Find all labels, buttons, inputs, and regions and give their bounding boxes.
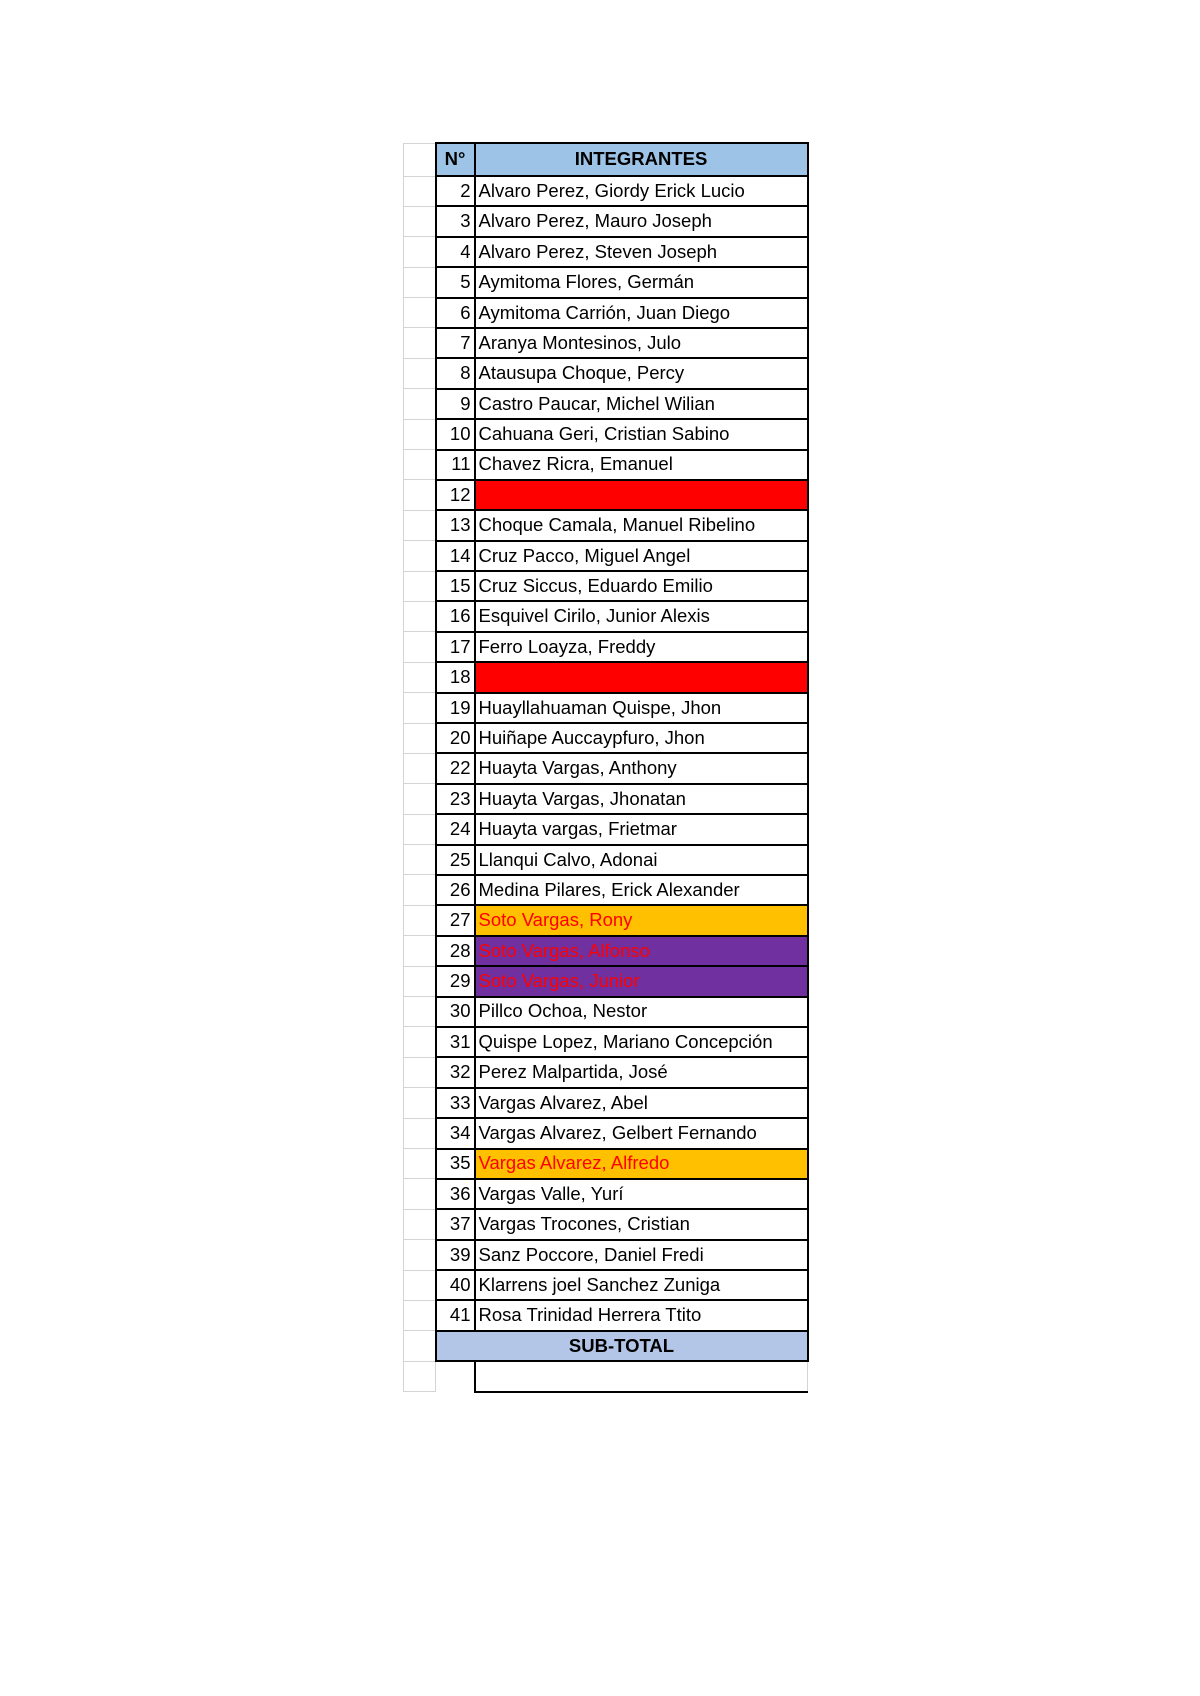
member-number-cell[interactable]: 40 xyxy=(436,1270,475,1300)
table-row xyxy=(404,1240,808,1270)
table-row xyxy=(404,450,808,480)
member-name-cell[interactable]: Soto Vargas, Rony xyxy=(475,905,808,935)
members-table xyxy=(403,142,809,1393)
member-name-cell[interactable]: Vargas Alvarez, Alfredo xyxy=(475,1149,808,1179)
member-number-cell[interactable]: 11 xyxy=(436,450,475,480)
member-name-cell[interactable]: Cahuana Geri, Cristian Sabino xyxy=(475,419,808,449)
empty-cell[interactable] xyxy=(404,1361,436,1391)
member-name-cell[interactable]: Alvaro Perez, Steven Joseph xyxy=(475,237,808,267)
subtotal-label[interactable]: SUB-TOTAL xyxy=(436,1331,808,1361)
table-row xyxy=(404,1179,808,1209)
blank-cell[interactable] xyxy=(404,845,436,875)
member-number-cell[interactable]: 33 xyxy=(436,1088,475,1118)
member-name-cell[interactable]: Esquivel Cirilo, Junior Alexis xyxy=(475,601,808,631)
member-name-cell[interactable]: Klarrens joel Sanchez Zuniga xyxy=(475,1270,808,1300)
header-number[interactable]: N° xyxy=(436,143,475,176)
member-number-cell[interactable]: 20 xyxy=(436,723,475,753)
blank-cell[interactable] xyxy=(404,1149,436,1179)
blank-cell[interactable] xyxy=(404,450,436,480)
member-name-cell[interactable]: Vargas Alvarez, Abel xyxy=(475,1088,808,1118)
blank-cell[interactable] xyxy=(404,1209,436,1239)
blank-cell[interactable] xyxy=(404,753,436,783)
blank-cell[interactable] xyxy=(404,206,436,236)
spreadsheet xyxy=(403,142,807,1393)
blank-cell[interactable] xyxy=(404,237,436,267)
member-number-cell[interactable]: 4 xyxy=(436,237,475,267)
table-row xyxy=(404,845,808,875)
member-name-cell[interactable]: Huayta Vargas, Anthony xyxy=(475,753,808,783)
blank-cell[interactable] xyxy=(404,1240,436,1270)
member-number-cell[interactable]: 17 xyxy=(436,632,475,662)
member-number-cell[interactable]: 39 xyxy=(436,1240,475,1270)
blank-cell[interactable] xyxy=(404,1057,436,1087)
blank-cell[interactable] xyxy=(404,997,436,1027)
table-row xyxy=(404,389,808,419)
table-row xyxy=(404,267,808,297)
table-row xyxy=(404,632,808,662)
table-row xyxy=(404,176,808,206)
member-number-cell[interactable]: 37 xyxy=(436,1209,475,1239)
table-row xyxy=(404,875,808,905)
member-name-cell[interactable]: Pillco Ochoa, Nestor xyxy=(475,997,808,1027)
member-number-cell[interactable]: 32 xyxy=(436,1057,475,1087)
blank-cell[interactable] xyxy=(404,601,436,631)
blank-cell[interactable] xyxy=(404,389,436,419)
member-name-cell[interactable]: Huayta Vargas, Jhonatan xyxy=(475,784,808,814)
blank-cell[interactable] xyxy=(404,298,436,328)
member-name-cell[interactable]: Rosa Trinidad Herrera Ttito xyxy=(475,1300,808,1330)
blank-cell[interactable] xyxy=(404,510,436,540)
table-row xyxy=(404,1149,808,1179)
table-row xyxy=(404,298,808,328)
blank-cell[interactable] xyxy=(404,1088,436,1118)
member-number-cell[interactable]: 15 xyxy=(436,571,475,601)
header-row xyxy=(404,143,808,176)
member-number-cell[interactable]: 36 xyxy=(436,1179,475,1209)
member-number-cell[interactable]: 14 xyxy=(436,541,475,571)
members-table-body xyxy=(404,143,808,1392)
member-number-cell[interactable]: 41 xyxy=(436,1300,475,1330)
member-number-cell[interactable]: 29 xyxy=(436,966,475,996)
table-row xyxy=(404,1270,808,1300)
member-name-cell[interactable]: Huiñape Auccaypfuro, Jhon xyxy=(475,723,808,753)
member-number-cell[interactable]: 10 xyxy=(436,419,475,449)
member-name-cell[interactable]: Soto Vargas, Alfonso xyxy=(475,936,808,966)
member-name-cell[interactable]: Atausupa Choque, Percy xyxy=(475,358,808,388)
member-number-cell[interactable]: 19 xyxy=(436,693,475,723)
table-row xyxy=(404,966,808,996)
blank-cell[interactable] xyxy=(404,358,436,388)
blank-cell[interactable] xyxy=(404,632,436,662)
subtotal-row xyxy=(404,1331,808,1361)
member-number-cell[interactable]: 24 xyxy=(436,814,475,844)
blank-cell[interactable] xyxy=(404,875,436,905)
table-row xyxy=(404,601,808,631)
blank-cell[interactable] xyxy=(404,143,436,176)
empty-row xyxy=(404,1361,808,1391)
table-row xyxy=(404,328,808,358)
table-row xyxy=(404,237,808,267)
blank-cell[interactable] xyxy=(404,541,436,571)
member-number-cell[interactable]: 9 xyxy=(436,389,475,419)
member-number-cell[interactable]: 27 xyxy=(436,905,475,935)
table-row xyxy=(404,1300,808,1330)
member-number-cell[interactable]: 13 xyxy=(436,510,475,540)
member-number-cell[interactable]: 31 xyxy=(436,1027,475,1057)
table-row xyxy=(404,1118,808,1148)
member-name-cell[interactable]: Quispe Lopez, Mariano Concepción xyxy=(475,1027,808,1057)
table-row xyxy=(404,662,808,692)
member-name-cell[interactable]: Ferro Loayza, Freddy xyxy=(475,632,808,662)
blank-cell[interactable] xyxy=(404,1270,436,1300)
empty-cell[interactable] xyxy=(436,1361,475,1391)
member-number-cell[interactable]: 2 xyxy=(436,176,475,206)
member-number-cell[interactable]: 3 xyxy=(436,206,475,236)
table-row xyxy=(404,693,808,723)
member-name-cell[interactable]: Vargas Trocones, Cristian xyxy=(475,1209,808,1239)
table-row xyxy=(404,814,808,844)
table-row xyxy=(404,358,808,388)
member-name-cell[interactable]: Cruz Siccus, Eduardo Emilio xyxy=(475,571,808,601)
table-row xyxy=(404,419,808,449)
member-name-cell[interactable]: Huayta vargas, Frietmar xyxy=(475,814,808,844)
member-number-cell[interactable]: 5 xyxy=(436,267,475,297)
blank-cell[interactable] xyxy=(404,693,436,723)
blank-cell[interactable] xyxy=(404,814,436,844)
blank-cell[interactable] xyxy=(404,480,436,510)
member-name-cell[interactable]: Sanz Poccore, Daniel Fredi xyxy=(475,1240,808,1270)
table-row xyxy=(404,480,808,510)
member-number-cell[interactable]: 25 xyxy=(436,845,475,875)
member-number-cell[interactable]: 18 xyxy=(436,662,475,692)
member-name-cell[interactable]: Alvaro Perez, Giordy Erick Lucio xyxy=(475,176,808,206)
table-row xyxy=(404,723,808,753)
empty-cell[interactable] xyxy=(475,1361,808,1391)
member-name-cell[interactable]: Chuctalla Antitupa, Elisban xyxy=(475,480,808,510)
member-number-cell[interactable]: 6 xyxy=(436,298,475,328)
member-name-cell[interactable]: Choque Camala, Manuel Ribelino xyxy=(475,510,808,540)
member-number-cell[interactable]: 26 xyxy=(436,875,475,905)
blank-cell[interactable] xyxy=(404,1179,436,1209)
member-number-cell[interactable]: 8 xyxy=(436,358,475,388)
blank-cell[interactable] xyxy=(404,966,436,996)
blank-cell[interactable] xyxy=(404,936,436,966)
member-name-cell[interactable]: Aymitoma Flores, Germán xyxy=(475,267,808,297)
blank-cell[interactable] xyxy=(404,905,436,935)
blank-cell[interactable] xyxy=(404,662,436,692)
member-name-cell[interactable]: Alvaro Perez, Mauro Joseph xyxy=(475,206,808,236)
member-number-cell[interactable]: 30 xyxy=(436,997,475,1027)
table-row xyxy=(404,753,808,783)
member-name-cell[interactable]: Perez Malpartida, José xyxy=(475,1057,808,1087)
blank-cell[interactable] xyxy=(404,1331,436,1361)
blank-cell[interactable] xyxy=(404,571,436,601)
table-row xyxy=(404,1057,808,1087)
table-row xyxy=(404,571,808,601)
member-name-cell[interactable]: Castro Paucar, Michel Wilian xyxy=(475,389,808,419)
blank-cell[interactable] xyxy=(404,1118,436,1148)
blank-cell[interactable] xyxy=(404,1300,436,1330)
member-name-cell[interactable]: Vargas Alvarez, Gelbert Fernando xyxy=(475,1118,808,1148)
member-name-cell[interactable]: Huayllahuaman Quispe, Jhon xyxy=(475,693,808,723)
table-row xyxy=(404,1209,808,1239)
table-row xyxy=(404,936,808,966)
table-row xyxy=(404,510,808,540)
table-row xyxy=(404,1088,808,1118)
blank-cell[interactable] xyxy=(404,784,436,814)
blank-cell[interactable] xyxy=(404,328,436,358)
member-name-cell[interactable]: Grajeda Cañari, Luis Alberto xyxy=(475,662,808,692)
member-number-cell[interactable]: 35 xyxy=(436,1149,475,1179)
member-name-cell[interactable]: Soto Vargas, Junior xyxy=(475,966,808,996)
table-row xyxy=(404,206,808,236)
member-name-cell[interactable]: Medina Pilares, Erick Alexander xyxy=(475,875,808,905)
table-row xyxy=(404,997,808,1027)
table-row xyxy=(404,784,808,814)
table-row xyxy=(404,541,808,571)
member-name-cell[interactable]: Aymitoma Carrión, Juan Diego xyxy=(475,298,808,328)
member-number-cell[interactable]: 16 xyxy=(436,601,475,631)
blank-cell[interactable] xyxy=(404,1027,436,1057)
blank-cell[interactable] xyxy=(404,419,436,449)
member-number-cell[interactable]: 23 xyxy=(436,784,475,814)
member-number-cell[interactable]: 12 xyxy=(436,480,475,510)
blank-cell[interactable] xyxy=(404,267,436,297)
table-row xyxy=(404,905,808,935)
member-number-cell[interactable]: 22 xyxy=(436,753,475,783)
member-name-cell[interactable]: Cruz Pacco, Miguel Angel xyxy=(475,541,808,571)
table-row xyxy=(404,1027,808,1057)
member-number-cell[interactable]: 7 xyxy=(436,328,475,358)
member-name-cell[interactable]: Vargas Valle, Yurí xyxy=(475,1179,808,1209)
member-number-cell[interactable]: 34 xyxy=(436,1118,475,1148)
member-name-cell[interactable]: Aranya Montesinos, Julo xyxy=(475,328,808,358)
header-members[interactable]: INTEGRANTES xyxy=(475,143,808,176)
member-name-cell[interactable]: Llanqui Calvo, Adonai xyxy=(475,845,808,875)
member-name-cell[interactable]: Chavez Ricra, Emanuel xyxy=(475,450,808,480)
blank-cell[interactable] xyxy=(404,176,436,206)
blank-cell[interactable] xyxy=(404,723,436,753)
member-number-cell[interactable]: 28 xyxy=(436,936,475,966)
